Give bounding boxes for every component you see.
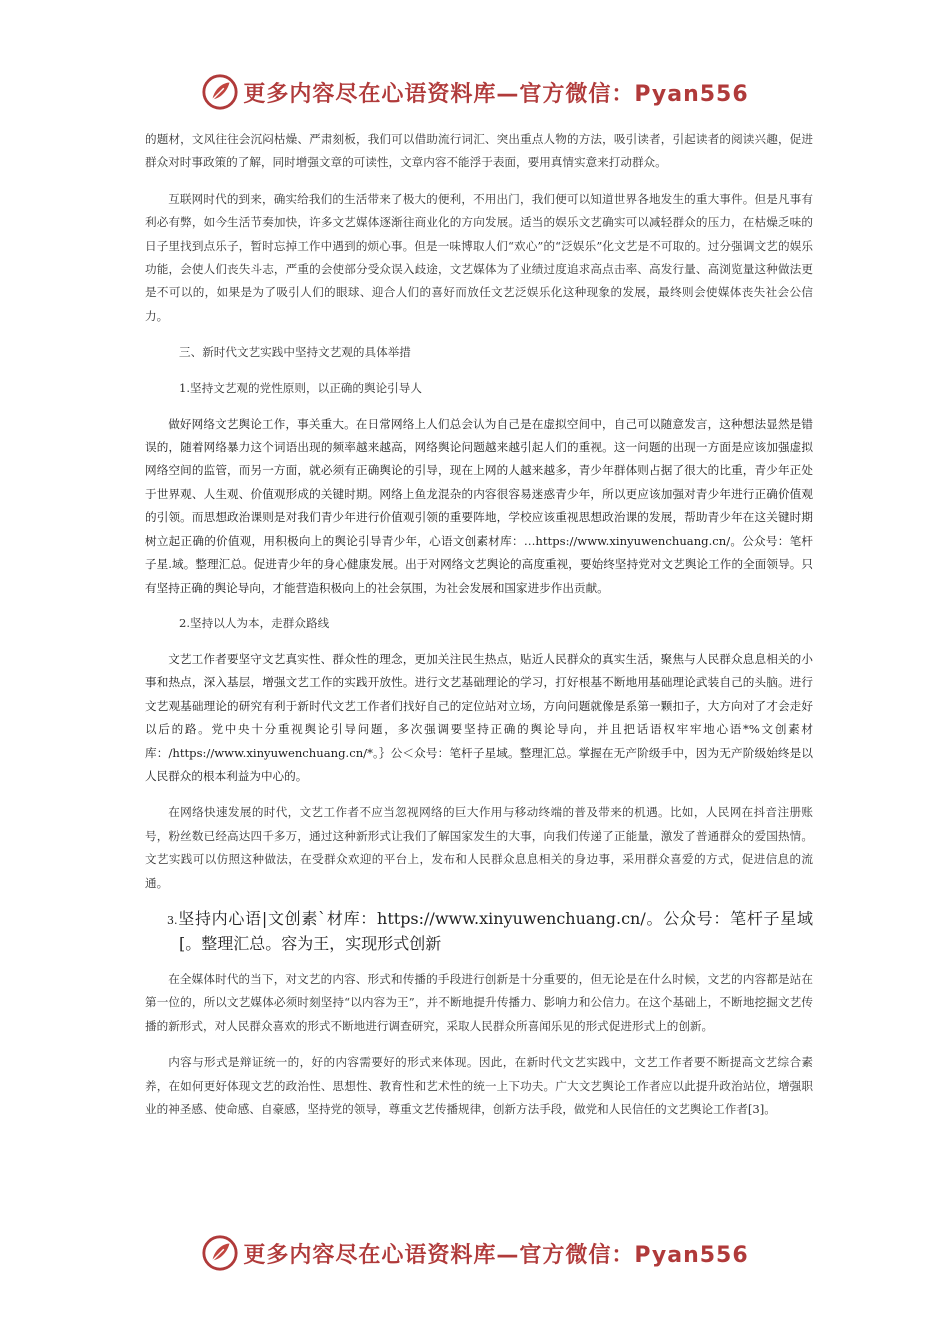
paragraph: 在网络快速发展的时代，文艺工作者不应当忽视网络的巨大作用与移动终端的普及带来的机遇。比如，人民网在抖音注册账号，粉丝数已经高达四千多万，通过这种新形式让我们了解国家发生的大事，向我们传递了正能量，激发了普通群众的爱国热情。文艺实践可以仿照这种做法，在受群众欢迎的平台上，发布和人民群众息息相关的身边事，采用群众喜爱的方式，促进信息的流通。 xyxy=(145,805,813,890)
subsection-number: 3. xyxy=(167,913,178,927)
section-heading: 三、新时代文艺实践中坚持文艺观的具体举措 xyxy=(179,345,411,360)
subsection-heading-large xyxy=(145,907,813,955)
paragraph: 在全媒体时代的当下，对文艺的内容、形式和传播的手段进行创新是十分重要的，但无论是在什么时候，文艺的内容都是站在第一位的，所以文艺媒体必须时刻坚持“以内容为王”，并不断地提升传播力、影响力和公信力。在这个基础上，不断地挖掘文艺传播的新形式，对人民群众喜欢的形式不断地进行调查研究，采取人民群众所喜闻乐见的形式促进形式上的创新。 xyxy=(145,971,813,1033)
red-leaf-logo-icon xyxy=(201,73,239,111)
banner-text: 更多内容尽在心语资料库—官方微信：Pyan556 xyxy=(243,81,749,107)
header-banner xyxy=(0,72,950,112)
red-leaf-logo-icon xyxy=(201,1234,239,1272)
subsection-heading: 1.坚持文艺观的党性原则，以正确的舆论引导人 xyxy=(179,380,422,395)
paragraph: 文艺工作者要坚守文艺真实性、群众性的理念，更加关注民生热点，贴近人民群众的真实生活，聚焦与人民群众息息相关的小事和热点，深入基层，增强文艺工作的实践开放性。进行文艺基础理论的学习，打好根基不断地用基础理论武装自己的头脑。进行文艺观基础理论的研究有利于新时代文艺工作者们找好自己的定位站对立场，方向问题就像是系第一颗扣子，大方向对了才会走好以后的路。党中央十分重视舆论引导问题，多次强调要坚持正确的舆论导向，并且把话语权牢牢地心语*%文创素材库：/https://www.xinyuwenchuang.cn/*。｝公＜众号：笔杆子星域。整理汇总。掌握在无产阶级手中，因为无产阶级始终是以人民群众的根本利益为中心的。 xyxy=(145,651,813,783)
subsection-heading: 2.坚持以人为本，走群众路线 xyxy=(179,615,330,630)
paragraph: 互联网时代的到来，确实给我们的生活带来了极大的便利，不用出门，我们便可以知道世界各地发生的重大事件。但是凡事有利必有弊，如今生活节奏加快，许多文艺媒体逐渐往商业化的方向发展。适当的娱乐文艺确实可以减轻群众的压力，在枯燥乏味的日子里找到点乐子，暂时忘掉工作中遇到的烦心事。但是一味博取人们“欢心”的“泛娱乐”化文艺是不可取的。过分强调文艺的娱乐功能，会使人们丧失斗志，严重的会使部分受众误入歧途，文艺媒体为了业绩过度追求高点击率、高发行量、高浏览量这种做法更是不可以的，如果是为了吸引人们的眼球、迎合人们的喜好而放任文艺泛娱乐化这种现象的发展，最终则会使媒体丧失社会公信力。 xyxy=(145,191,813,323)
document-body xyxy=(145,128,813,1121)
subsection-heading-text: 坚持内心语|文创素`材库：https://www.xinyuwenchuang.cn/。公众号：笔杆子星域[。整理汇总。容为王，实现形式创新 xyxy=(177,908,813,953)
footer-banner xyxy=(0,1233,950,1273)
paragraph: 做好网络文艺舆论工作，事关重大。在日常网络上人们总会认为自己是在虚拟空间中，自己可以随意发言，这种想法显然是错误的，随着网络暴力这个词语出现的频率越来越高，网络舆论问题越来越引起人们的重视。这一问题的出现一方面是应该加强虚拟网络空间的监管，而另一方面，就必须有正确舆论的引导，现在上网的人越来越多，青少年群体则占据了很大的比重，青少年正处于世界观、人生观、价值观形成的关键时期。网络上鱼龙混杂的内容很容易迷惑青少年，所以更应该加强对青少年进行正确价值观的引领。而思想政治课则是对我们青少年进行价值观引领的重要阵地，学校应该重视思想政治课的发展，帮助青少年在这关键时期树立起正确的价值观，用积极向上的舆论引导青少年，心语文创素材库：…https://www.xinyuwenchuang.cn/。公众号：笔杆子星.域。整理汇总。促进青少年的身心健康发展。出于对网络文艺舆论的高度重视，要始终坚持党对文艺舆论工作的全面领导。只有坚持正确的舆论导向，才能营造积极向上的社会氛围，为社会发展和国家进步作出贡献。 xyxy=(145,416,813,595)
banner-text: 更多内容尽在心语资料库—官方微信：Pyan556 xyxy=(243,1242,749,1268)
paragraph: 的题材，文风往往会沉闷枯燥、严肃刻板，我们可以借助流行词汇、突出重点人物的方法，吸引读者，引起读者的阅读兴趣，促进群众对时事政策的了解，同时增强文章的可读性，文章内容不能浮于表面，要用真情实意来打动群众。 xyxy=(145,132,813,170)
paragraph: 内容与形式是辩证统一的，好的内容需要好的形式来体现。因此，在新时代文艺实践中，文艺工作者要不断提高文艺综合素养，在如何更好体现文艺的政治性、思想性、教育性和艺术性的统一上下功夫。广大文艺舆论工作者应以此提升政治站位，增强职业的神圣感、使命感、自豪感，坚持党的领导，尊重文艺传播规律，创新方法手段，做党和人民信任的文艺舆论工作者[3]。 xyxy=(145,1055,813,1116)
